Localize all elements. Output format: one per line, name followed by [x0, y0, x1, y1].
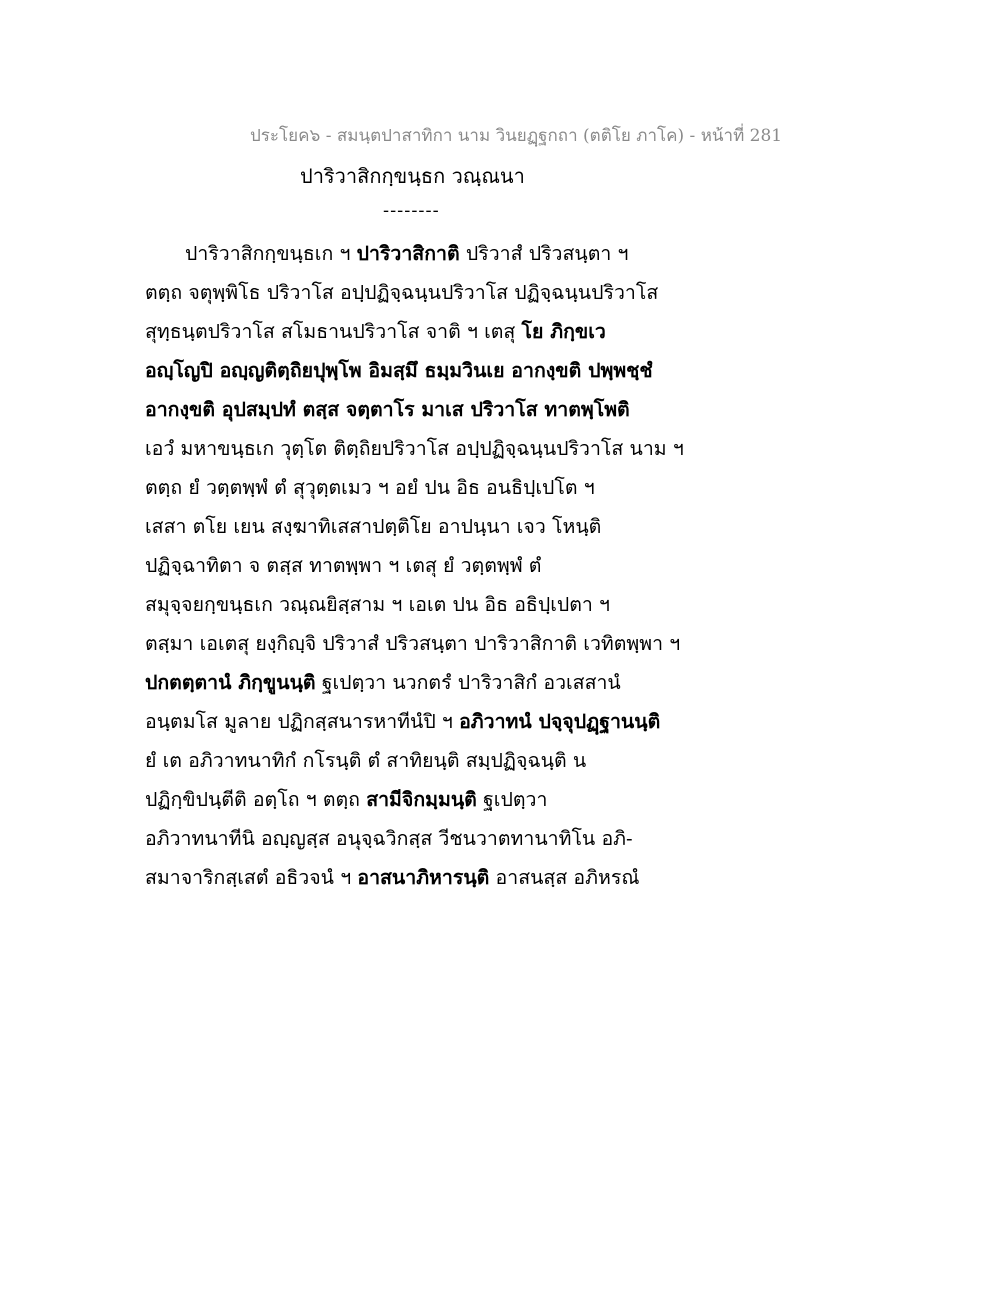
text-line: [145, 234, 705, 273]
text-line: [145, 507, 705, 546]
text-segment: ปฏิกฺขิปนฺตีติ อตฺโถ ฯ ตตฺถ: [145, 788, 367, 811]
running-header: ประโยค๖ - สมนฺตปาสาทิกา นาม วินยฏฺฐกถา (ตติโย ภาโค) - หน้าที่ 281: [250, 126, 783, 146]
text-segment: ตตฺถ ยํ วตฺตพฺพํ ตํ สุวุตฺตเมว ฯ อยํ ปน อิธ อนธิปฺเปโต ฯ: [145, 476, 595, 499]
text-line: [145, 390, 705, 429]
text-segment: ตสฺมา เอเตสุ ยงฺกิญฺจิ ปริวาสํ ปริวสนฺตา ปาริวาสิกาติ เวทิตพฺพา ฯ: [145, 632, 681, 655]
text-segment: ปฏิจฺฉาทิตา จ ตสฺส ทาตพฺพา ฯ เตสุ ยํ วตฺตพฺพํ ตํ: [145, 554, 542, 577]
text-segment: สมุจฺจยกฺขนฺธเก วณฺณยิสฺสาม ฯ เอเต ปน อิธ อธิปฺเปตา ฯ: [145, 593, 611, 616]
text-segment: อาสนสฺส อภิหรณํ: [489, 866, 640, 889]
text-line: [145, 819, 705, 858]
text-segment: ยํ เต อภิวาทนาทิกํ กโรนฺติ ตํ สาทิยนฺติ สมฺปฏิจฺฉนฺติ น: [145, 749, 587, 772]
text-line: [145, 468, 705, 507]
text-segment: ตตฺถ จตุพฺพิโธ ปริวาโส อปฺปฏิจฺฉนฺนปริวาโส ปฏิจฺฉนฺนปริวาโส: [145, 281, 659, 304]
section-title: ปาริวาสิกกฺขนฺธก วณฺณนา: [300, 164, 525, 188]
bold-term: สามีจิกมฺมนฺติ: [366, 788, 477, 811]
text-line: [145, 585, 705, 624]
text-line: [145, 624, 705, 663]
text-segment: ฐเปตฺวา: [476, 788, 548, 811]
text-segment: สมาจาริกสฺเสตํ อธิวจนํ ฯ: [145, 866, 358, 889]
text-line: [145, 312, 705, 351]
text-segment: เอวํ มหาขนฺธเก วุตฺโต ติตฺถิยปริวาโส อปฺปฏิจฺฉนฺนปริวาโส นาม ฯ: [145, 437, 684, 460]
bold-term: ปกตตฺตานํ ภิกฺขูนนฺติ: [145, 671, 316, 694]
bold-term: ปาริวาสิกาติ: [356, 242, 460, 265]
body-text: [145, 234, 705, 897]
text-segment: สุทฺธนฺตปริวาโส สโมธานปริวาโส จาติ ฯ เตสุ: [145, 320, 522, 343]
text-line: [145, 702, 705, 741]
text-segment: อภิวาทนาทีนิ อญฺญสฺส อนุจฺฉวิกสฺส วีชนวาตทานาทิโน อภิ-: [145, 827, 633, 850]
text-line: [145, 780, 705, 819]
text-line: [145, 273, 705, 312]
text-line: [145, 858, 705, 897]
text-segment: อนฺตมโส มูลาย ปฏิกสฺสนารหาทีนํปิ ฯ: [145, 710, 460, 733]
text-line: [145, 429, 705, 468]
bold-term: อากงฺขติ อุปสมฺปทํ ตสฺส จตฺตาโร มาเส ปริวาโส ทาตพฺโพติ: [145, 398, 630, 421]
bold-term: อญฺโญปิ อญฺญติตฺถิยปุพฺโพ อิมสฺมึ ธมฺมวินเย อากงฺขติ ปพฺพชฺชํ: [145, 359, 653, 382]
text-line: [145, 741, 705, 780]
bold-term: โย ภิกฺขเว: [521, 320, 606, 343]
bold-term: อภิวาทนํ ปจฺจุปฏฺฐานนฺติ: [459, 710, 661, 733]
text-segment: ฐเปตฺวา นวกตรํ ปาริวาสิกํ อวเสสานํ: [315, 671, 621, 694]
bold-term: อาสนาภิหารนฺติ: [357, 866, 490, 889]
text-line: [145, 546, 705, 585]
title-divider: --------: [383, 200, 440, 221]
text-line: [145, 663, 705, 702]
text-segment: ปริวาสํ ปริวสนฺตา ฯ: [459, 242, 629, 265]
text-segment: ปาริวาสิกกฺขนฺธเก ฯ: [185, 242, 357, 265]
text-segment: เสสา ตโย เยน สงฺฆาทิเสสาปตฺติโย อาปนฺนา เจว โหนฺติ: [145, 515, 602, 538]
text-line: [145, 351, 705, 390]
